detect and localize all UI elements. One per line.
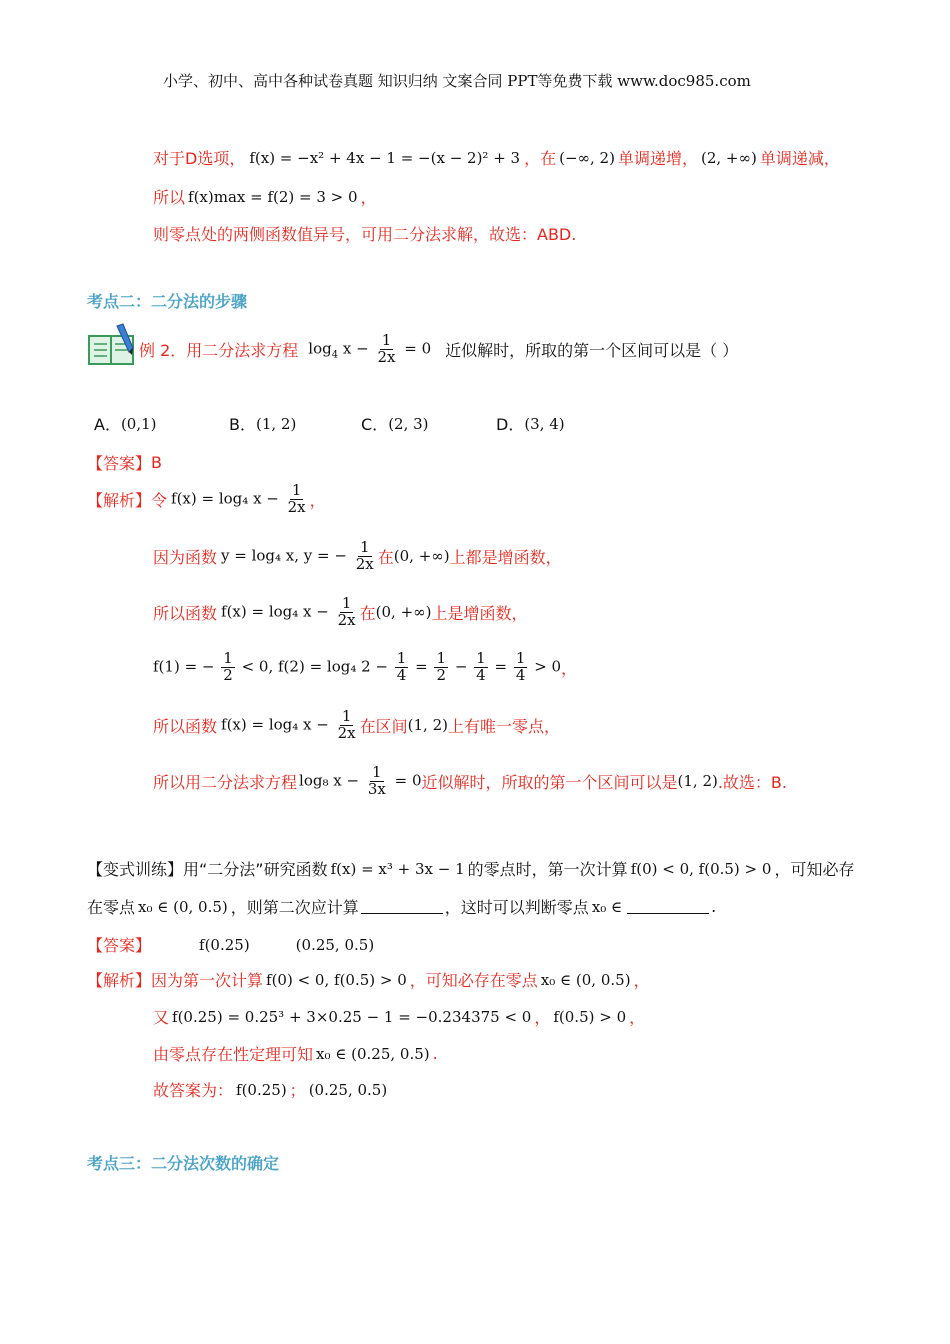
line-text: 因为函数 [153,547,218,567]
max-value-line [153,185,377,208]
line-text: 令 [151,490,168,510]
answer-value: (0.25, 0.5) [295,935,375,954]
formula: f(0.25) = 0.25³ + 3×0.25 − 1 = −0.234375 < 0 [172,1007,532,1026]
line-text: 用“二分法”研究函数 [183,860,328,879]
analysis-line-1 [87,483,326,516]
equation: $\log_4 x$ − $\frac{1}{2x}$ = 0 [308,331,432,366]
option-b [229,412,296,435]
line-text: ，可知必存在零点 [409,971,538,990]
analysis-line-2 [153,540,562,573]
variant-analysis-line-3 [153,1042,438,1065]
formula: f(x) = −x² + 4x − 1 = −(x − 2)² + 3 [249,148,521,167]
formula: log₈ x − $\frac{1}{3x}$ = 0 [299,763,422,798]
line-text: ，这时可以判断零点 [444,898,589,917]
example-question [139,333,738,366]
line-text: 所以用二分法求方程 [153,772,298,792]
line-text: 近似解时，所取的第一个区间可以是 [421,772,678,792]
analysis-tag: 【解析】 [87,971,152,990]
answer-value: B [151,453,162,472]
question-tail: 近似解时，所取的第一个区间可以是（ ） [445,340,739,360]
option-c [361,412,429,435]
analysis-line-3 [153,596,528,629]
answer-value: f(0.25) [199,935,250,954]
line-text: 对于D选项， [153,149,246,168]
option-d-line [153,146,840,169]
option-value: (3, 4) [524,414,565,433]
option-value: (1, 2) [255,414,297,433]
interval: (0, +∞) [375,603,432,622]
line-text: 又 [153,1008,170,1027]
line-text: 单调递增， [617,149,698,168]
example-label: 例 2．用二分法求方程 [139,340,299,360]
line-text: 的零点时，第一次计算 [467,860,628,879]
option-value: (2, 3) [388,414,429,433]
answer-blank [361,899,443,914]
formula: f(x) = log₄ x − $\frac{1}{2x}$ [171,481,306,516]
answer-line [87,451,162,474]
line-text: 由零点存在性定理可知 [153,1045,314,1064]
variant-question-line-1 [87,857,854,880]
option-label: D． [496,415,525,434]
line-text: ， [629,1008,646,1027]
formula: f(x)max = f(2) = 3 > 0 [188,187,358,206]
formula: f(0) < 0, f(0.5) > 0 [266,970,407,989]
formula: f(x) = log₄ x − $\frac{1}{2x}$ [221,594,356,629]
line-text: 在区间 [359,716,408,736]
interval: (2, +∞) [700,148,757,167]
line-text: ， [561,658,578,678]
line-text: 上是增函数， [431,603,528,623]
section-title: 考点二：二分法的步骤 [87,292,248,311]
answer-tag: 【答案】 [87,936,152,955]
line-text: 在零点 [87,898,136,917]
variant-analysis-line-2 [153,1005,645,1028]
option-d [496,412,565,435]
formula: f(1) = − $\frac{1}{2}$ < 0, f(2) = log₄ 2 − $\frac{1}{4}$ = $\frac{1}{2}$ − $\frac{1}{4}$ = $\frac{1}{4}$ > 0 [153,649,562,684]
formula: x₀ ∈ [591,897,623,916]
interval: (1, 2) [407,716,448,735]
line-text: 所以函数 [153,603,218,623]
line-text: . [432,1044,438,1063]
variant-analysis-line-4 [153,1078,390,1101]
analysis-line-5 [153,709,560,742]
line-text: . [711,897,717,916]
formula: f(0.25) [236,1080,287,1099]
line-text: ， [633,971,650,990]
line-text: 上有唯一零点， [447,716,560,736]
line-text: 在 [377,547,394,567]
line-text: ； [289,1081,306,1100]
option-label: A． [94,415,121,434]
line-text: .故选：B. [717,772,787,792]
answer-blank [627,899,709,914]
formula: f(x) = log₄ x − $\frac{1}{2x}$ [221,707,356,742]
page-header: 小学、初中、高中各种试卷真题 知识归纳 文案合同 PPT等免费下载 www.doc985.com [163,72,751,90]
variant-answer-line [87,933,374,956]
line-text: 单调递减， [759,149,840,168]
option-value: (0,1) [120,414,157,433]
variant-tag: 【变式训练】 [87,860,184,879]
analysis-tag: 【解析】 [87,490,152,510]
line-text: ， [534,1008,551,1027]
interval: (0, +∞) [393,547,450,566]
formula: (0.25, 0.5) [308,1080,388,1099]
formula: f(x) = x³ + 3x − 1 [330,859,465,878]
formula: f(0.5) > 0 [553,1007,627,1026]
section-title: 考点三：二分法次数的确定 [87,1154,280,1173]
variant-analysis-line-1 [87,968,650,991]
option-a [94,412,157,435]
line-text: 故答案为： [153,1081,234,1100]
line-text: 所以 [153,188,186,207]
analysis-line-6 [153,765,787,798]
formula: x₀ ∈ (0, 0.5) [540,970,631,989]
line-text: 所以函数 [153,716,218,736]
interval: (1, 2) [677,772,718,791]
conclusion-line: 则零点处的两侧函数值异号，可用二分法求解，故选：ABD. [153,225,577,244]
line-text: ，则第二次应计算 [230,898,359,917]
option-label: B． [229,415,256,434]
formula: x₀ ∈ (0, 0.5) [138,897,228,916]
formula: y = log₄ x, y = − $\frac{1}{2x}$ [221,538,374,573]
variant-question-line-2 [87,895,716,918]
line-text: 因为第一次计算 [151,971,264,990]
line-text: 上都是增函数， [449,547,562,567]
book-pen-icon [87,322,139,366]
line-text: ，在 [524,149,557,168]
formula: x₀ ∈ (0.25, 0.5) [316,1044,430,1063]
line-text: ，可知必存 [774,860,855,879]
analysis-line-4 [153,651,577,684]
option-label: C． [361,415,389,434]
line-text: ， [360,188,377,207]
line-text: 在 [359,603,376,623]
answer-tag: 【答案】 [87,454,152,473]
formula: f(0) < 0, f(0.5) > 0 [630,859,772,878]
interval: (−∞, 2) [559,148,615,167]
line-text: ， [309,490,326,510]
